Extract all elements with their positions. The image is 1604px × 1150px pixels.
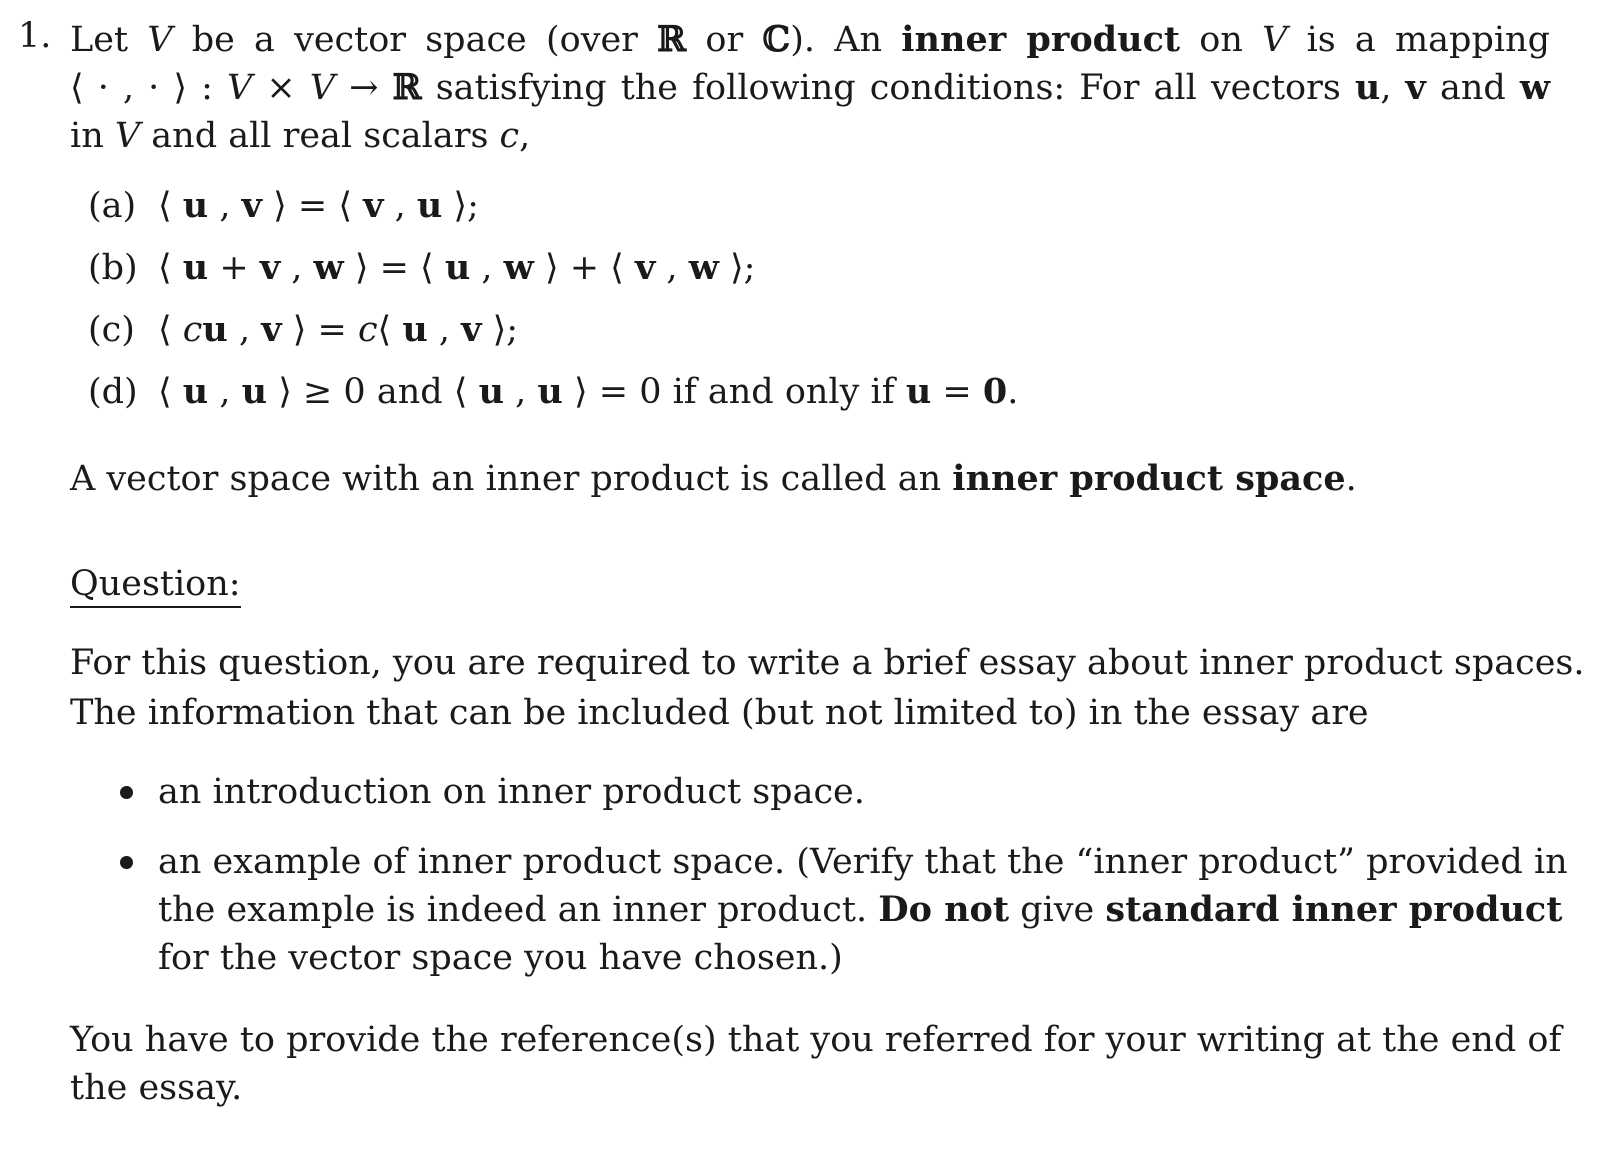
condition-a [88,175,1018,237]
vector-v: v [259,247,281,288]
math-text: , [470,248,504,288]
bullet-item-example [112,838,1568,982]
vector-u: u [182,185,209,226]
vector-w: w [688,247,719,288]
condition-d [88,361,1018,423]
intro-text: and all real scalars [140,116,500,156]
symbol-complex: ℂ [762,19,791,60]
vector-w: w [503,247,534,288]
vector-u: u [905,371,932,412]
definition-text: . [1345,459,1357,499]
bullet-text-line-1: an example of inner product space. (Verify that the “inner product” provided in [158,842,1568,882]
vector-w: w [1519,67,1551,108]
condition-label: (d) [88,372,138,412]
vector-v: v [634,247,656,288]
symbol-reals: ℝ [392,67,422,108]
vector-u: u [182,371,209,412]
intro-paragraph [70,16,1550,160]
math-text: ⟨ [158,186,183,226]
intro-line-3 [70,112,1550,160]
vector-u: u [182,247,209,288]
term-inner-product: inner product [901,19,1181,60]
intro-text: Let [70,20,148,60]
math-text: ⟩ = ⟨ [343,248,445,288]
vector-u: u [241,371,268,412]
intro-text: is a mapping [1287,20,1550,60]
problem-number: 1. [18,16,52,56]
bullet-list [112,768,1568,982]
intro-text: ). An [790,20,902,60]
math-text: , [504,372,538,412]
math-text: . [1007,372,1019,412]
question-line-2: The information that can be included (but not limited to) in the essay are [70,693,1369,733]
intro-text: satisfying the following conditions: For all vectors [421,68,1355,108]
intro-text: or [686,20,763,60]
bullet-dot-icon [120,786,133,799]
vector-u: u [1354,67,1381,108]
math-text: ⟩ = ⟨ [261,186,364,226]
intro-line-1 [70,16,1550,64]
condition-c [88,299,1018,361]
vector-v: v [461,309,482,350]
math-text: ⟨ [377,310,403,350]
scalar-c: c [182,310,203,350]
zero-vector: 0 [982,371,1008,412]
condition-b [88,237,1018,299]
symbol-V: V [226,68,253,108]
math-text: ⟩; [718,248,756,288]
math-text: ⟨ [158,248,183,288]
emphasis-do-not: Do not [878,889,1010,930]
math-text: , [208,372,242,412]
vector-u: u [402,309,428,350]
symbol-V: V [114,116,141,156]
vector-u: u [444,247,471,288]
intro-text: on [1180,20,1263,60]
vector-v: v [363,185,384,226]
math-text: , [427,310,462,350]
math-text: , [208,186,242,226]
intro-text: , [1380,68,1406,108]
bullet-dot-icon [120,856,133,869]
condition-label: (c) [88,310,135,350]
symbol-V: V [147,20,173,60]
math-text: + [208,248,260,288]
emphasis-standard-inner-product: standard inner product [1105,889,1563,930]
vector-u: u [416,185,443,226]
bullet-text: the example is indeed an inner product. [158,890,879,930]
math-text: , [383,186,417,226]
term-inner-product-space: inner product space [952,458,1346,499]
condition-label: (a) [88,186,137,226]
math-text: ⟩ ≥ 0 and ⟨ [267,372,479,412]
scalar-c: c [357,310,378,350]
math-text: , [655,248,689,288]
math-text: ⟨ [158,372,183,412]
symbol-V: V [309,68,336,108]
arrow-symbol: → [335,68,393,108]
bullet-text-line-2 [158,886,1563,934]
intro-line-2 [70,64,1550,112]
intro-text: , [519,116,531,156]
vector-u: u [202,309,228,350]
question-paragraph [70,638,1585,738]
vector-u: u [478,371,505,412]
definition-text: A vector space with an inner product is called an [70,459,953,499]
question-heading: Question: [70,564,241,608]
vector-u: u [537,371,563,412]
question-line-1: For this question, you are required to write a brief essay about inner product spaces. [70,643,1585,683]
math-text: , [227,310,262,350]
intro-text: and [1425,68,1520,108]
math-text: ⟩ = 0 if and only if [562,372,906,412]
vector-v: v [1405,67,1426,108]
intro-text: be a vector space (over [172,20,658,60]
math-text: ⟩ + ⟨ [533,248,635,288]
symbol-reals: ℝ [657,19,687,60]
condition-label: (b) [88,248,138,288]
vector-v: v [261,309,282,350]
closing-line-1: You have to provide the reference(s) that you referred for your writing at the end of [70,1020,1562,1060]
bullet-text-line-3: for the vector space you have chosen.) [158,938,843,978]
math-text: ⟩ = [281,310,358,350]
vector-w: w [313,247,344,288]
math-text: ⟩; [481,310,519,350]
conditions-list [88,175,1018,423]
math-text: ⟨ [158,310,183,350]
bullet-item-introduction [112,768,1552,816]
times-symbol: × [252,68,310,108]
symbol-V: V [1262,20,1288,60]
math-text: ⟩; [442,186,479,226]
bullet-text: an introduction on inner product space. [158,772,865,812]
scalar-c: c [499,116,520,156]
vector-v: v [241,185,262,226]
math-text: = [931,372,983,412]
closing-paragraph [70,1016,1562,1112]
math-text: , [280,248,314,288]
definition-sentence [70,458,1357,499]
closing-line-2: the essay. [70,1068,243,1108]
mapping-brackets: ⟨ · , · ⟩ : [70,68,227,108]
bullet-text: give [1009,890,1106,930]
intro-text: in [70,116,115,156]
